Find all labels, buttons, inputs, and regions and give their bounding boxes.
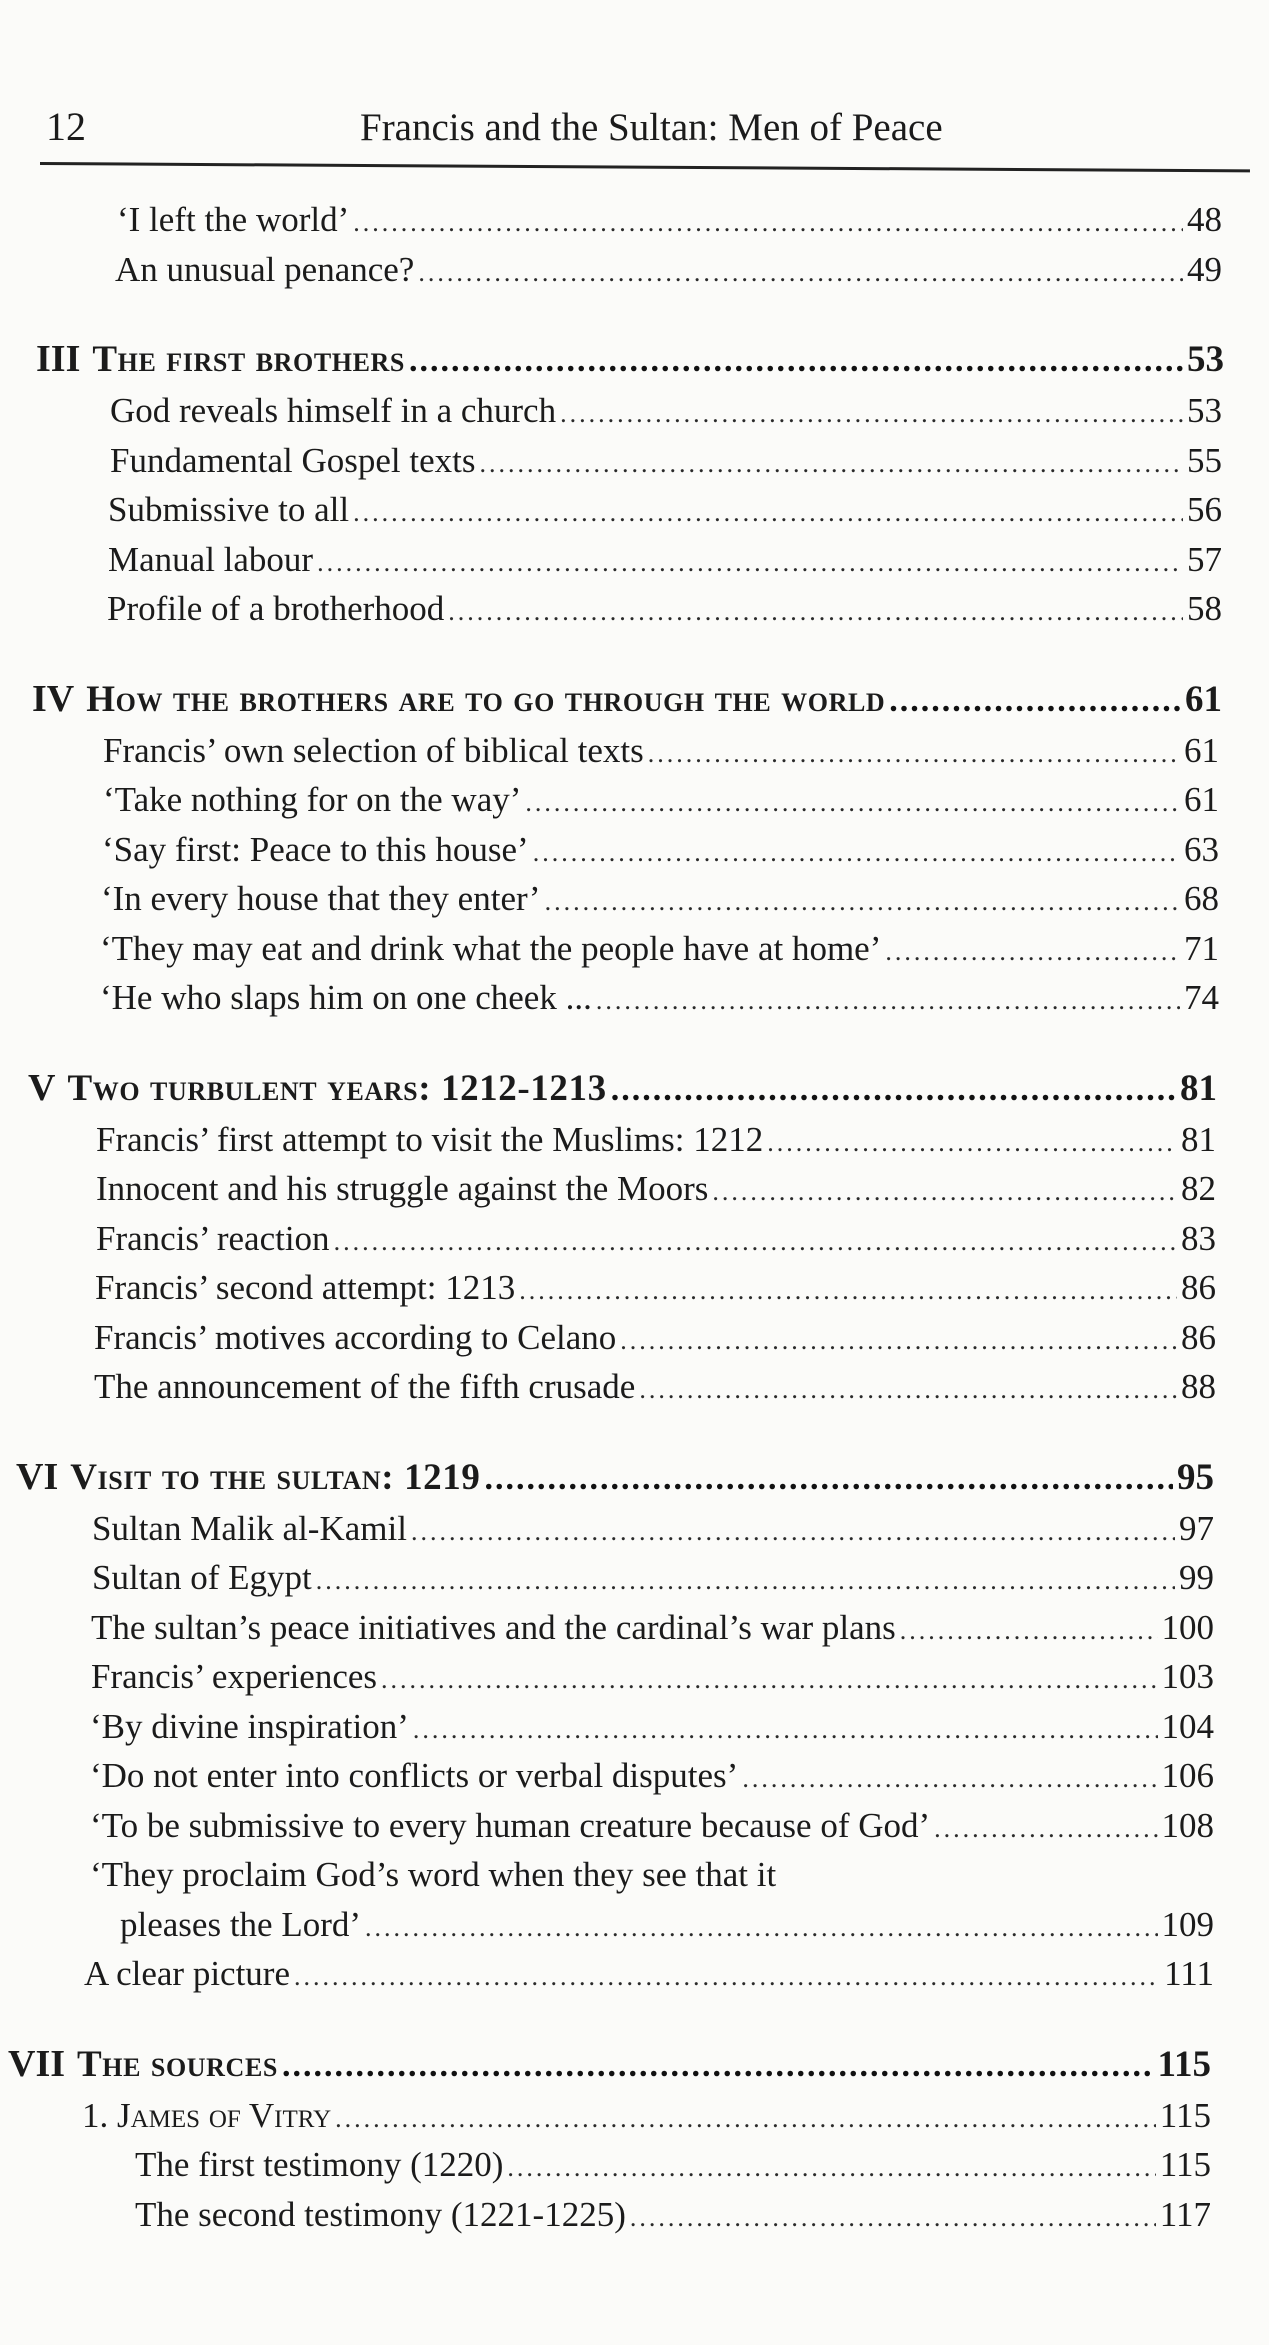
toc-subsection <box>0 2096 1269 2146</box>
leader-dots <box>353 208 1183 238</box>
entry-title: ‘He who slaps him on one cheek ... <box>100 978 592 1017</box>
entry-page: 117 <box>1159 2194 1211 2234</box>
toc-entry <box>0 1268 1269 1318</box>
entry-page: 48 <box>1187 200 1222 239</box>
toc-entry <box>0 1707 1269 1757</box>
running-title: Francis and the Sultan: Men of Peace <box>360 106 943 149</box>
entry-title: Sultan Malik al-Kamil <box>92 1508 407 1548</box>
leader-dots <box>934 1814 1157 1844</box>
chapter-page: 81 <box>1180 1067 1217 1109</box>
entry-title-line2: pleases the Lord’ <box>120 1904 362 1944</box>
chapter-numeral: III <box>36 338 81 380</box>
subsection-title: 1. James of Vitry <box>82 2095 332 2135</box>
entry-page: 57 <box>1187 539 1222 579</box>
entry-title: ‘Say first: Peace to this house’ <box>102 829 529 869</box>
entry-page: 63 <box>1184 829 1219 869</box>
toc-entry <box>0 1756 1269 1806</box>
entry-page: 111 <box>1164 1954 1214 1993</box>
entry-page: 81 <box>1181 1119 1216 1159</box>
entry-page: 74 <box>1184 978 1219 1017</box>
leader-dots <box>365 1913 1157 1943</box>
chapter-title: The first brothers <box>92 339 405 380</box>
entry-title: Profile of a brotherhood <box>107 589 445 628</box>
leader-dots <box>409 342 1183 380</box>
leader-dots <box>418 258 1183 288</box>
chapter-numeral: IV <box>32 677 75 720</box>
leader-dots <box>885 937 1180 967</box>
leader-dots <box>525 788 1180 818</box>
entry-page: 53 <box>1187 391 1222 430</box>
toc-entry <box>0 1657 1269 1707</box>
toc-entry <box>0 780 1269 830</box>
entry-page: 86 <box>1181 1317 1216 1357</box>
entry-title: God reveals himself in a church <box>110 391 557 430</box>
entry-page: 106 <box>1161 1756 1214 1795</box>
entry-title: ‘To be submissive to every human creature because of God’ <box>90 1805 931 1845</box>
leader-dots <box>413 1715 1158 1745</box>
table-of-contents <box>0 200 1269 2244</box>
chapter-numeral: V <box>28 1066 56 1109</box>
entry-title: Innocent and his struggle against the Moors <box>96 1169 709 1208</box>
chapter-heading <box>0 677 1269 731</box>
leader-dots <box>712 1177 1177 1207</box>
entry-page: 99 <box>1179 1558 1214 1597</box>
entry-title: An unusual penance? <box>115 249 415 289</box>
entry-title: A clear picture <box>84 1954 291 1993</box>
entry-title: ‘Take nothing for on the way’ <box>103 780 522 819</box>
entry-title: ‘By divine inspiration’ <box>90 1706 409 1746</box>
chapter-heading <box>0 2042 1269 2096</box>
leader-dots <box>889 682 1181 720</box>
entry-page: 97 <box>1179 1508 1214 1548</box>
leader-dots <box>630 2203 1156 2233</box>
entry-page: 115 <box>1159 2145 1211 2184</box>
entry-title: Sultan of Egypt <box>92 1558 312 1597</box>
leader-dots <box>639 1375 1177 1405</box>
chapter-title: The sources <box>77 2043 278 2085</box>
entry-page: 100 <box>1161 1607 1214 1647</box>
chapter-page: 53 <box>1187 339 1224 380</box>
toc-entry <box>0 589 1269 639</box>
chapter-title: Two turbulent years: 1212-1213 <box>67 1067 607 1109</box>
leader-dots <box>334 1227 1177 1257</box>
chapter-heading <box>0 1066 1269 1120</box>
entry-title: Submissive to all <box>108 490 350 529</box>
chapter-title: Visit to the sultan: 1219 <box>70 1456 481 1498</box>
chapter-page: 115 <box>1157 2043 1211 2085</box>
toc-entry <box>0 1318 1269 1368</box>
toc-entry <box>0 1169 1269 1219</box>
toc-entry <box>0 1219 1269 1269</box>
leader-dots <box>767 1128 1177 1158</box>
page-number: 12 <box>46 104 86 149</box>
toc-entry <box>0 731 1269 781</box>
leader-dots <box>448 597 1183 627</box>
leader-dots <box>294 1962 1160 1992</box>
entry-title: Francis’ motives according to Celano <box>94 1317 617 1357</box>
page-header <box>40 95 1250 165</box>
toc-entry <box>0 978 1269 1028</box>
entry-title: ‘They may eat and drink what the people have at home’ <box>100 928 882 968</box>
leader-dots <box>411 1517 1175 1547</box>
entry-title: The sultan’s peace initiatives and the cardinal’s war plans <box>91 1607 896 1647</box>
chapter-page: 95 <box>1177 1456 1214 1498</box>
toc-entry <box>0 1120 1269 1170</box>
entry-title: ‘In every house that they enter’ <box>101 879 541 918</box>
entry-title: Francis’ first attempt to visit the Muslims: 1212 <box>96 1119 764 1159</box>
toc-entry <box>0 1954 1269 2004</box>
chapter-title: How the brothers are to go through the world <box>86 678 886 720</box>
leader-dots <box>507 2153 1155 2183</box>
leader-dots <box>560 399 1183 429</box>
leader-dots <box>900 1616 1158 1646</box>
leader-dots <box>381 1665 1157 1695</box>
entry-title: ‘Do not enter into conflicts or verbal disputes’ <box>90 1756 739 1795</box>
toc-entry <box>0 1806 1269 1856</box>
toc-entry <box>0 830 1269 880</box>
toc-entry <box>0 1509 1269 1559</box>
entry-title: ‘I left the world’ <box>117 200 350 239</box>
toc-entry <box>0 540 1269 590</box>
entry-title: The announcement of the fifth crusade <box>94 1367 636 1406</box>
entry-page: 83 <box>1181 1218 1216 1258</box>
entry-title-line1: ‘They proclaim God’s word when they see that it <box>90 1855 777 1894</box>
toc-entry <box>0 2195 1269 2245</box>
toc-entry-continuation <box>0 1905 1269 1955</box>
toc-entry <box>0 1558 1269 1608</box>
chapter-page: 61 <box>1185 678 1222 720</box>
chapter-numeral: VII <box>8 2042 66 2085</box>
toc-entry <box>0 441 1269 491</box>
toc-entry <box>0 879 1269 929</box>
leader-dots <box>648 739 1180 769</box>
toc-entry <box>0 490 1269 540</box>
chapter-numeral: VI <box>16 1455 59 1498</box>
entry-page: 55 <box>1187 440 1222 480</box>
leader-dots <box>611 1071 1176 1109</box>
leader-dots <box>480 449 1183 479</box>
entry-title: Fundamental Gospel texts <box>110 440 476 480</box>
entry-page: 49 <box>1187 249 1222 289</box>
entry-page: 108 <box>1161 1805 1214 1845</box>
entry-title: The first testimony (1220) <box>135 2145 504 2184</box>
toc-entry <box>0 391 1269 441</box>
entry-title: Manual labour <box>108 539 314 579</box>
leader-dots <box>484 1460 1173 1498</box>
entry-page: 61 <box>1184 780 1219 819</box>
chapter-heading <box>0 1455 1269 1509</box>
chapter-heading <box>0 337 1269 391</box>
entry-title: The second testimony (1221-1225) <box>135 2194 626 2234</box>
leader-dots <box>316 1566 1175 1596</box>
toc-entry <box>0 1608 1269 1658</box>
leader-dots <box>742 1764 1157 1794</box>
leader-dots <box>282 2047 1154 2085</box>
toc-entry <box>0 2145 1269 2195</box>
toc-entry <box>0 1367 1269 1417</box>
entry-page: 103 <box>1161 1657 1214 1696</box>
leader-dots <box>596 986 1180 1016</box>
entry-page: 82 <box>1181 1169 1216 1208</box>
toc-entry <box>0 200 1269 250</box>
entry-page: 56 <box>1187 490 1222 529</box>
toc-entry <box>0 929 1269 979</box>
entry-title: Francis’ second attempt: 1213 <box>95 1268 516 1307</box>
leader-dots <box>353 498 1183 528</box>
entry-page: 86 <box>1181 1268 1216 1307</box>
toc-entry <box>0 250 1269 300</box>
leader-dots <box>620 1326 1177 1356</box>
entry-page: 61 <box>1184 730 1219 770</box>
entry-page: 68 <box>1184 879 1219 918</box>
leader-dots <box>545 887 1180 917</box>
entry-title: Francis’ own selection of biblical texts <box>103 730 644 770</box>
subsection-page: 115 <box>1159 2095 1211 2135</box>
entry-page: 104 <box>1161 1706 1214 1746</box>
entry-page: 88 <box>1181 1367 1216 1406</box>
entry-page: 58 <box>1187 589 1222 628</box>
entry-title: Francis’ experiences <box>91 1657 378 1696</box>
entry-title: Francis’ reaction <box>96 1218 330 1258</box>
entry-page: 109 <box>1161 1904 1214 1944</box>
toc-entry-multiline <box>0 1855 1269 1905</box>
leader-dots <box>519 1276 1177 1306</box>
leader-dots <box>533 838 1180 868</box>
leader-dots <box>317 548 1183 578</box>
leader-dots <box>335 2104 1156 2134</box>
entry-page: 71 <box>1184 928 1219 968</box>
